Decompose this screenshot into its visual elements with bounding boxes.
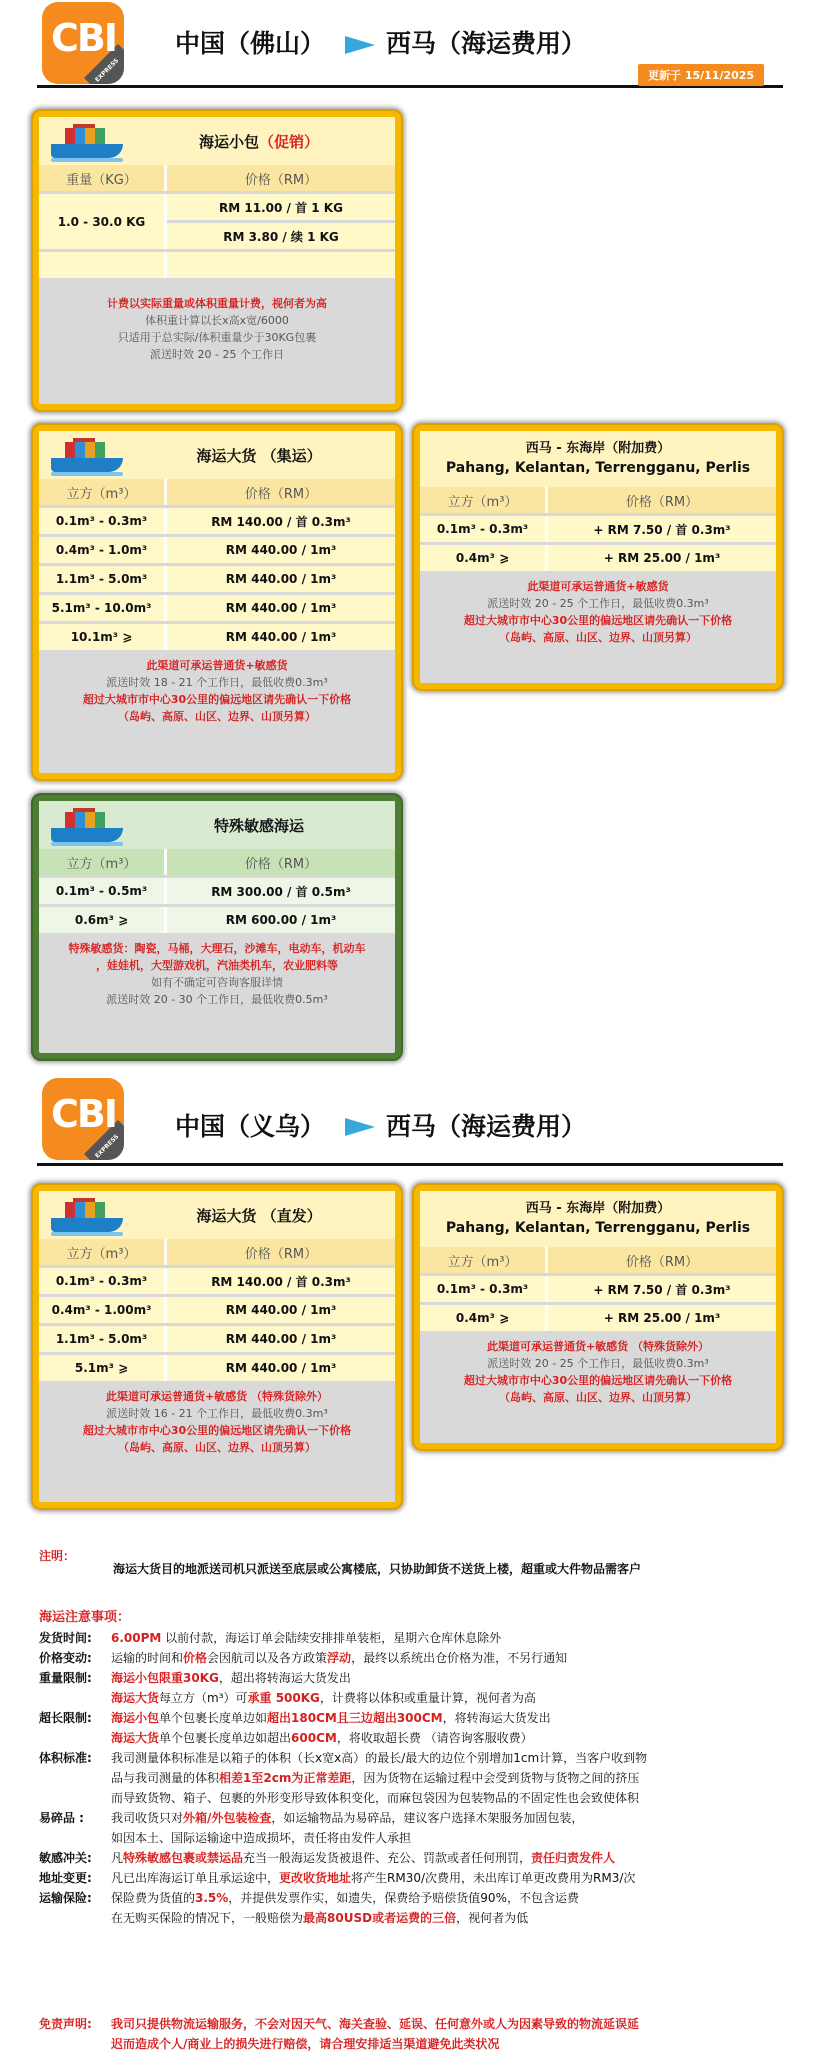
table-row bbox=[39, 1268, 395, 1294]
note-line: （岛屿、高原、山区、边界、山顶另算） bbox=[118, 1441, 316, 1454]
col-header-price: 价格（RM） bbox=[548, 1247, 776, 1273]
notice-item bbox=[39, 1908, 789, 1928]
notice-item bbox=[39, 1788, 789, 1808]
note-line: 超过大城市市中心30公里的偏远地区请先确认一下价格 bbox=[82, 1424, 352, 1437]
card-bulk-direct bbox=[31, 1183, 403, 1510]
volume-cell: 10.1m³ ⩾ bbox=[39, 624, 167, 650]
cbi-logo: CBI EXPRESS bbox=[42, 2, 124, 84]
col-header-price: 价格（RM） bbox=[167, 165, 395, 191]
volume-cell: 0.1m³ - 0.5m³ bbox=[39, 878, 167, 904]
price-cell: RM 440.00 / 1m³ bbox=[167, 595, 395, 621]
notice-item bbox=[39, 1848, 789, 1868]
weight-range: 1.0 - 30.0 KG bbox=[39, 194, 167, 249]
col-header-price: 价格（RM） bbox=[167, 479, 395, 505]
price-cell: + RM 25.00 / 1m³ bbox=[548, 1305, 776, 1331]
notice-key: 体积标准: bbox=[39, 1751, 92, 1765]
note-line: 超过大城市市中心30公里的偏远地区请先确认一下价格 bbox=[463, 614, 733, 627]
table-row bbox=[39, 1297, 395, 1323]
origin-title: 中国（义乌） bbox=[175, 1112, 326, 1141]
card-special-sensitive bbox=[31, 793, 403, 1061]
volume-cell: 0.4m³ - 1.00m³ bbox=[39, 1297, 167, 1323]
price-cell: RM 140.00 / 首 0.3m³ bbox=[167, 508, 395, 534]
notice-key bbox=[39, 1688, 111, 1708]
notice-key: 价格变动: bbox=[39, 1651, 92, 1665]
cargo-ship-icon bbox=[51, 804, 123, 846]
card-title: 海运大货 （集运） bbox=[196, 446, 322, 465]
volume-cell: 0.1m³ - 0.3m³ bbox=[420, 516, 548, 542]
note-line: 派送时效 16 - 21 个工作日，最低收费0.3m³ bbox=[106, 1407, 328, 1420]
note-line: 超过大城市市中心30公里的偏远地区请先确认一下价格 bbox=[463, 1374, 733, 1387]
disclaimer bbox=[39, 2014, 789, 2054]
note-label: 注明： bbox=[39, 1549, 76, 1563]
note-line: 派送时效 20 - 25 个工作日，最低收费0.3m³ bbox=[487, 1357, 709, 1370]
table-row bbox=[420, 545, 776, 571]
notice-text: 保险费为货值的3.5%，并提供发票作实，如遗失，保费给予赔偿货值90%，不包含运费 bbox=[111, 1891, 579, 1905]
note-line: （岛屿、高原、山区、边界、山顶另算） bbox=[118, 710, 316, 723]
note-line: 特殊敏感货：陶瓷，马桶，大理石，沙滩车，电动车，机动车 bbox=[68, 942, 366, 955]
notice-key bbox=[39, 1728, 111, 1748]
table-row bbox=[39, 537, 395, 563]
price-cell: RM 440.00 / 1m³ bbox=[167, 1355, 395, 1381]
notice-item bbox=[39, 1728, 789, 1748]
note-line: ，娃娃机，大型游戏机，汽油类机车，农业肥料等 bbox=[96, 959, 338, 972]
card-title: 海运小包 bbox=[198, 132, 259, 151]
notice-heading: 海运注意事项： bbox=[39, 1610, 131, 1625]
origin-title: 中国（佛山） bbox=[175, 29, 326, 58]
card-title: 海运大货 （直发） bbox=[196, 1206, 322, 1225]
table-row bbox=[39, 907, 395, 933]
col-header-volume: 立方（m³） bbox=[420, 487, 548, 513]
notice-key bbox=[39, 1768, 111, 1788]
note-line: 只适用于总实际/体积重量少于30KG包裹 bbox=[117, 331, 317, 344]
notice-item bbox=[39, 1748, 789, 1768]
notice-item bbox=[39, 1768, 789, 1788]
notice-key: 敏感冲关: bbox=[39, 1851, 92, 1865]
notice-item bbox=[39, 1888, 789, 1908]
disclaimer-line: 迟而造成个人/商业上的损失进行赔偿，请合理安排适当渠道避免此类状况 bbox=[111, 2037, 500, 2051]
notice-key: 超长限制: bbox=[39, 1711, 92, 1725]
price-cell: RM 140.00 / 首 0.3m³ bbox=[167, 1268, 395, 1294]
col-header-volume: 立方（m³） bbox=[39, 479, 167, 505]
note-line: 此渠道可承运普通货+敏感货 bbox=[146, 659, 288, 672]
note-line: 此渠道可承运普通货+敏感货 bbox=[527, 580, 669, 593]
price-cell: RM 440.00 / 1m³ bbox=[167, 1326, 395, 1352]
notice-item bbox=[39, 1868, 789, 1888]
notice-text: 6.00PM 以前付款，海运订单会陆续安排排单装柜，星期六仓库休息除外 bbox=[111, 1631, 502, 1645]
col-header-price: 价格（RM） bbox=[548, 487, 776, 513]
note-text: 海运大货目的地派送司机只派送至底层或公寓楼底，只协助卸货不送货上楼，超重或大件物品需客户 bbox=[113, 1562, 642, 1576]
disclaimer-label: 免责声明: bbox=[39, 2017, 92, 2031]
notice-item bbox=[39, 1628, 789, 1648]
price-cell: RM 440.00 / 1m³ bbox=[167, 566, 395, 592]
notice-text: 在无购买保险的情况下，一般赔偿为最高80USD或者运费的三倍，视何者为低 bbox=[111, 1911, 529, 1925]
price-cell: RM 440.00 / 1m³ bbox=[167, 624, 395, 650]
promo-label: （促销） bbox=[259, 132, 320, 151]
note-line: 计费以实际重量或体积重量计费，视何者为高 bbox=[107, 297, 327, 310]
notice-text: 凡特殊敏感包裹或禁运品充当一般海运发货被退件、充公、罚款或者任何刑罚，责任归责发件人 bbox=[111, 1851, 616, 1865]
notice-key: 易碎品 : bbox=[39, 1811, 84, 1825]
notice-text: 我司收货只对外箱/外包装检查，如运输物品为易碎品，建议客户选择木架服务加固包装， bbox=[111, 1811, 584, 1825]
volume-cell: 0.1m³ - 0.3m³ bbox=[39, 508, 167, 534]
notice-key: 运输保险: bbox=[39, 1891, 92, 1905]
notice-item bbox=[39, 1688, 789, 1708]
card-title: 特殊敏感海运 bbox=[213, 816, 304, 835]
notice-text: 品与我司测量的体积相差1至2cm为正常差距，因为货物在运输过程中会受到货物与货物之间的挤压 bbox=[111, 1771, 640, 1785]
note-line: 如有不确定可咨询客服详情 bbox=[151, 976, 283, 989]
notice-text: 如因本土、国际运输途中造成损坏，责任将由发件人承担 bbox=[111, 1831, 412, 1845]
table-row bbox=[39, 566, 395, 592]
updated-badge: 更新于 15/11/2025 bbox=[638, 64, 764, 86]
plane-icon bbox=[345, 1118, 375, 1136]
col-header-volume: 立方（m³） bbox=[39, 1239, 167, 1265]
col-header-volume: 立方（m³） bbox=[39, 849, 167, 875]
notice-key: 发货时间: bbox=[39, 1631, 92, 1645]
header-divider bbox=[37, 1163, 783, 1166]
card-subtitle: Pahang, Kelantan, Terrengganu, Perlis bbox=[445, 460, 751, 476]
cargo-ship-icon bbox=[51, 1194, 123, 1236]
price-cell: RM 440.00 / 1m³ bbox=[167, 1297, 395, 1323]
notice-key bbox=[39, 1828, 111, 1848]
price-cell: + RM 7.50 / 首 0.3m³ bbox=[548, 516, 776, 542]
table-row bbox=[420, 1305, 776, 1331]
table-row bbox=[39, 1326, 395, 1352]
notice-key: 地址变更: bbox=[39, 1871, 92, 1885]
price-cell: RM 600.00 / 1m³ bbox=[167, 907, 395, 933]
note-line: （岛屿、高原、山区、边界、山顶另算） bbox=[499, 631, 697, 644]
notice-item bbox=[39, 1828, 789, 1848]
volume-cell: 5.1m³ ⩾ bbox=[39, 1355, 167, 1381]
notice-text: 而导致货物、箱子、包裹的外形变形导致体积变化，而麻包袋因为包装物品的不固定性也会致使体积 bbox=[111, 1791, 640, 1805]
cbi-logo: CBI EXPRESS bbox=[42, 1078, 124, 1160]
notice-text: 海运大货单个包裹长度单边如超出600CM，将收取超长费 （请咨询客服收费） bbox=[111, 1731, 533, 1745]
note-line: 派送时效 20 - 25 个工作日，最低收费0.3m³ bbox=[487, 597, 709, 610]
note-line: 此渠道可承运普通货+敏感货 （特殊货除外） bbox=[486, 1340, 710, 1353]
price-cell: RM 440.00 / 1m³ bbox=[167, 537, 395, 563]
note-line: （岛屿、高原、山区、边界、山顶另算） bbox=[499, 1391, 697, 1404]
table-row bbox=[39, 878, 395, 904]
col-header-price: 价格（RM） bbox=[167, 1239, 395, 1265]
notice-key bbox=[39, 1908, 111, 1928]
volume-cell: 1.1m³ - 5.0m³ bbox=[39, 1326, 167, 1352]
destination-title: 西马（海运费用） bbox=[386, 1112, 587, 1141]
note-line: 超过大城市市中心30公里的偏远地区请先确认一下价格 bbox=[82, 693, 352, 706]
table-row bbox=[420, 516, 776, 542]
notice-list bbox=[39, 1628, 789, 1928]
table-row bbox=[39, 508, 395, 534]
note-line: 此渠道可承运普通货+敏感货 （特殊货除外） bbox=[105, 1390, 329, 1403]
notice-text: 海运小包限重30KG，超出将转海运大货发出 bbox=[111, 1671, 351, 1685]
col-header-volume: 立方（m³） bbox=[420, 1247, 548, 1273]
card-east-coast-surcharge bbox=[412, 423, 784, 691]
note-line: 派送时效 20 - 30 个工作日，最低收费0.5m³ bbox=[106, 993, 328, 1006]
notice-item bbox=[39, 1708, 789, 1728]
volume-cell: 0.1m³ - 0.3m³ bbox=[39, 1268, 167, 1294]
table-row bbox=[39, 624, 395, 650]
notice-key bbox=[39, 1788, 111, 1808]
notice-item bbox=[39, 1648, 789, 1668]
col-header-price: 价格（RM） bbox=[167, 849, 395, 875]
cargo-ship-icon bbox=[51, 120, 123, 162]
plane-icon bbox=[345, 36, 375, 54]
notice-item bbox=[39, 1668, 789, 1688]
volume-cell: 0.6m³ ⩾ bbox=[39, 907, 167, 933]
note-line: 派送时效 20 - 25 个工作日 bbox=[150, 348, 284, 361]
volume-cell: 5.1m³ - 10.0m³ bbox=[39, 595, 167, 621]
notice-item bbox=[39, 1808, 789, 1828]
price-first: RM 11.00 / 首 1 KG bbox=[167, 194, 395, 220]
price-next: RM 3.80 / 续 1 KG bbox=[167, 223, 395, 249]
notice-key: 重量限制: bbox=[39, 1671, 92, 1685]
card-bulk-consolidated bbox=[31, 423, 403, 781]
volume-cell: 0.4m³ - 1.0m³ bbox=[39, 537, 167, 563]
table-row bbox=[39, 595, 395, 621]
notice-text: 我司测量体积标准是以箱子的体积（长x宽x高）的最长/最大的边位个别增加1cm计算，当客户收到物 bbox=[111, 1751, 648, 1765]
table-row bbox=[39, 1355, 395, 1381]
volume-cell: 0.4m³ ⩾ bbox=[420, 545, 548, 571]
cargo-ship-icon bbox=[51, 434, 123, 476]
price-cell: RM 300.00 / 首 0.5m³ bbox=[167, 878, 395, 904]
col-header-weight: 重量（KG） bbox=[39, 165, 167, 191]
card-subtitle: Pahang, Kelantan, Terrengganu, Perlis bbox=[445, 1220, 751, 1236]
card-small-package bbox=[31, 109, 403, 412]
volume-cell: 1.1m³ - 5.0m³ bbox=[39, 566, 167, 592]
table-row bbox=[420, 1276, 776, 1302]
note-line: 派送时效 18 - 21 个工作日，最低收费0.3m³ bbox=[106, 676, 328, 689]
notice-text: 凡已出库海运订单且承运途中，更改收货地址将产生RM30/次费用，未出库订单更改费用为RM3/次 bbox=[111, 1871, 636, 1885]
notice-text: 海运小包单个包裹长度单边如超出180CM且三边超出300CM，将转海运大货发出 bbox=[111, 1711, 551, 1725]
price-cell: + RM 25.00 / 1m³ bbox=[548, 545, 776, 571]
card-title: 西马 - 东海岸（附加费） bbox=[525, 1201, 671, 1216]
card-title: 西马 - 东海岸（附加费） bbox=[525, 441, 671, 456]
notice-text: 海运大货每立方（m³）可承重 500KG，计费将以体积或重量计算，视何者为高 bbox=[111, 1691, 536, 1705]
disclaimer-line: 我司只提供物流运输服务，不会对因天气、海关查验、延误、任何意外或人为因素导致的物流延误延 bbox=[111, 2017, 640, 2031]
price-cell: + RM 7.50 / 首 0.3m³ bbox=[548, 1276, 776, 1302]
notice-text: 运输的时间和价格会因航司以及各方政策浮动，最终以系统出仓价格为准，不另行通知 bbox=[111, 1651, 568, 1665]
volume-cell: 0.4m³ ⩾ bbox=[420, 1305, 548, 1331]
destination-title: 西马（海运费用） bbox=[386, 29, 587, 58]
note-line: 体积重计算以长x高x宽/6000 bbox=[145, 314, 289, 327]
card-east-coast-surcharge bbox=[412, 1183, 784, 1451]
volume-cell: 0.1m³ - 0.3m³ bbox=[420, 1276, 548, 1302]
